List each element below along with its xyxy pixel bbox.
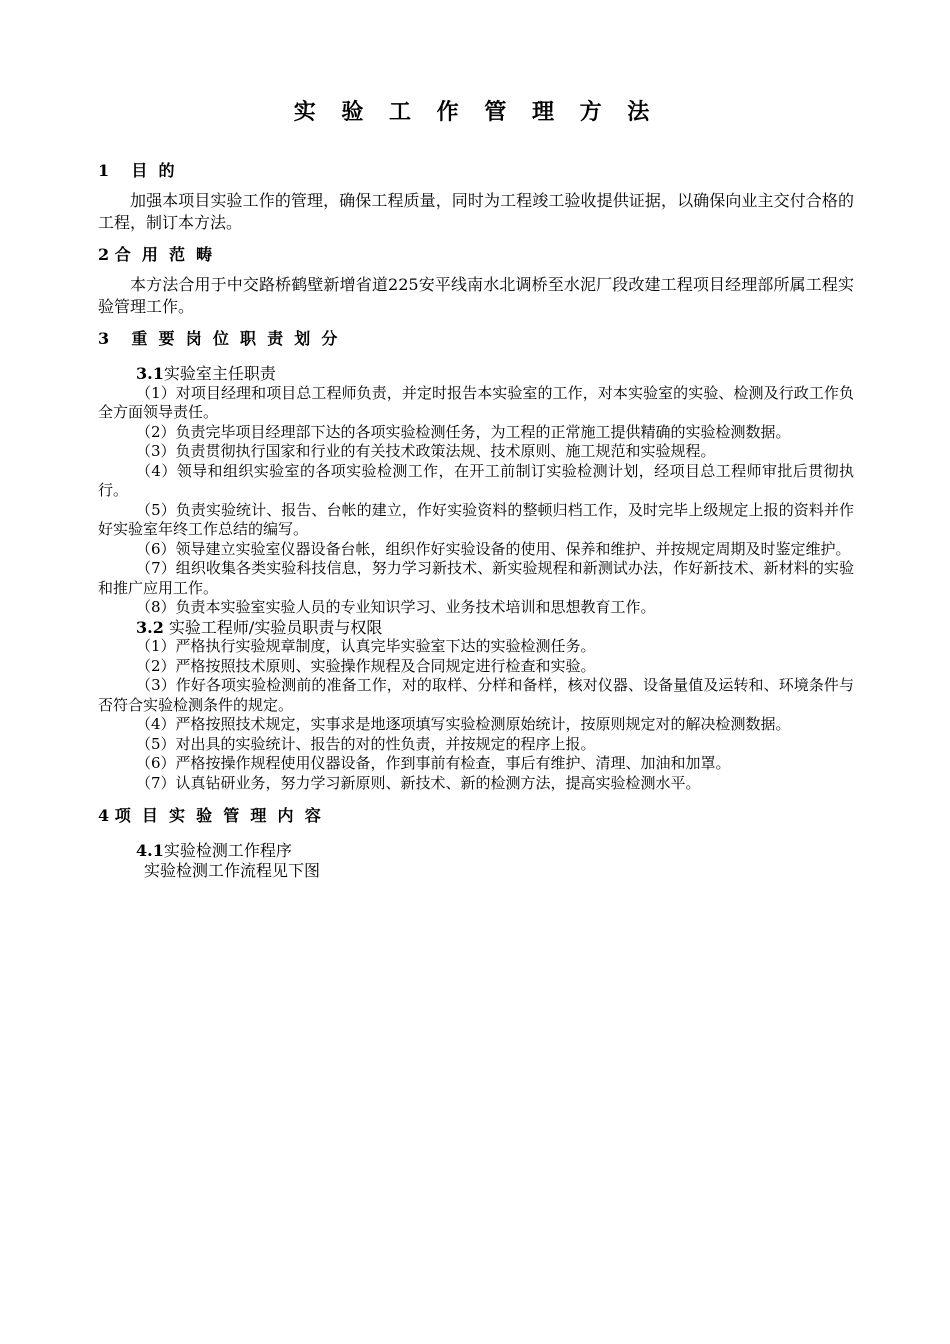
list-item: （5）负责实验统计、报告、台帐的建立，作好实验资料的整顿归档工作，及时完毕上级规定上报的资料并作好实验室年终工作总结的编写。 — [98, 500, 854, 538]
document-title: 实 验 工 作 管 理 方 法 — [293, 99, 659, 125]
list-item: （8）负责本实验室实验人员的专业知识学习、业务技术培训和思想教育工作。 — [136, 598, 656, 616]
list-item: （7）认真钻研业务，努力学习新原则、新技术、新的检测方法，提高实验检测水平。 — [136, 773, 701, 792]
subsection-heading-3-2 — [98, 618, 854, 638]
subsection-number: 3.1 — [136, 364, 164, 383]
subsection-number: 3.2 — [136, 617, 164, 637]
section-2-paragraph: 本方法合用于中交路桥鹤壁新增省道225安平线南水北调桥至水泥厂段改建工程项目经理部所属工程实验管理工作。 — [98, 275, 854, 316]
list-item: （4）领导和组织实验室的各项实验检测工作，在开工前制订实验检测计划，经项目总工程师审批后贯彻执行。 — [98, 461, 854, 499]
subsection-heading-4-1 — [98, 841, 854, 861]
list-item: （6）领导建立实验室仪器设备台帐，组织作好实验设备的使用、保养和维护、并按规定周期及时鉴定维护。 — [136, 539, 851, 558]
list-item: （1）对项目经理和项目总工程师负责，并定时报告本实验室的工作，对本实验室的实验、检测及行政工作负全方面领导责任。 — [98, 383, 854, 421]
document-page — [98, 96, 854, 881]
subsection-heading-3-1 — [98, 364, 854, 384]
list-item: （2）负责完毕项目经理部下达的各项实验检测任务，为工程的正常施工提供精确的实验检测数据。 — [136, 422, 791, 441]
list-item: （5）对出具的实验统计、报告的对的性负责，并按规定的程序上报。 — [136, 734, 596, 753]
list-item: （4）严格按照技术规定，实事求是地逐项填写实验检测原始统计，按原则规定对的解决检测数据。 — [136, 715, 791, 733]
subsection-label: 实验工程师/实验员职责与权限 — [163, 617, 383, 637]
section-heading-2: 2 合 用 范 畴 — [98, 245, 213, 264]
section-heading-3: 3 重 要 岗 位 职 责 划 分 — [98, 329, 338, 348]
section-heading-4: 4 项 目 实 验 管 理 内 容 — [98, 806, 321, 825]
list-item: （3）作好各项实验检测前的准备工作，对的取样、分样和备样，核对仪器、设备量值及运转和、环境条件与否符合实验检测条件的规定。 — [98, 676, 854, 714]
list-item: （1）严格执行实验规章制度，认真完毕实验室下达的实验检测任务。 — [136, 637, 596, 655]
flowchart-note: 实验检测工作流程见下图 — [144, 860, 321, 880]
subsection-label: 实验检测工作程序 — [163, 841, 292, 860]
subsection-label: 实验室主任职责 — [163, 364, 276, 383]
list-item: （3）负责贯彻执行国家和行业的有关技术政策法规、技术原则、施工规范和实验规程。 — [136, 442, 716, 460]
list-item: （7）组织收集各类实验科技信息，努力学习新技术、新实验规程和新测试办法，作好新技术、新材料的实验和推广应用工作。 — [98, 559, 854, 597]
subsection-number: 4.1 — [136, 841, 164, 860]
section-1-paragraph: 加强本项目实验工作的管理，确保工程质量，同时为工程竣工验收提供证据，以确保向业主交付合格的工程，制订本方法。 — [98, 191, 854, 232]
section-heading-1: 1 目 的 — [98, 161, 175, 180]
list-item: （6）严格按操作规程使用仪器设备，作到事前有检查，事后有维护、清理、加油和加罩。 — [136, 754, 731, 772]
list-item: （2）严格按照技术原则、实验操作规程及合同规定进行检查和实验。 — [136, 656, 596, 675]
